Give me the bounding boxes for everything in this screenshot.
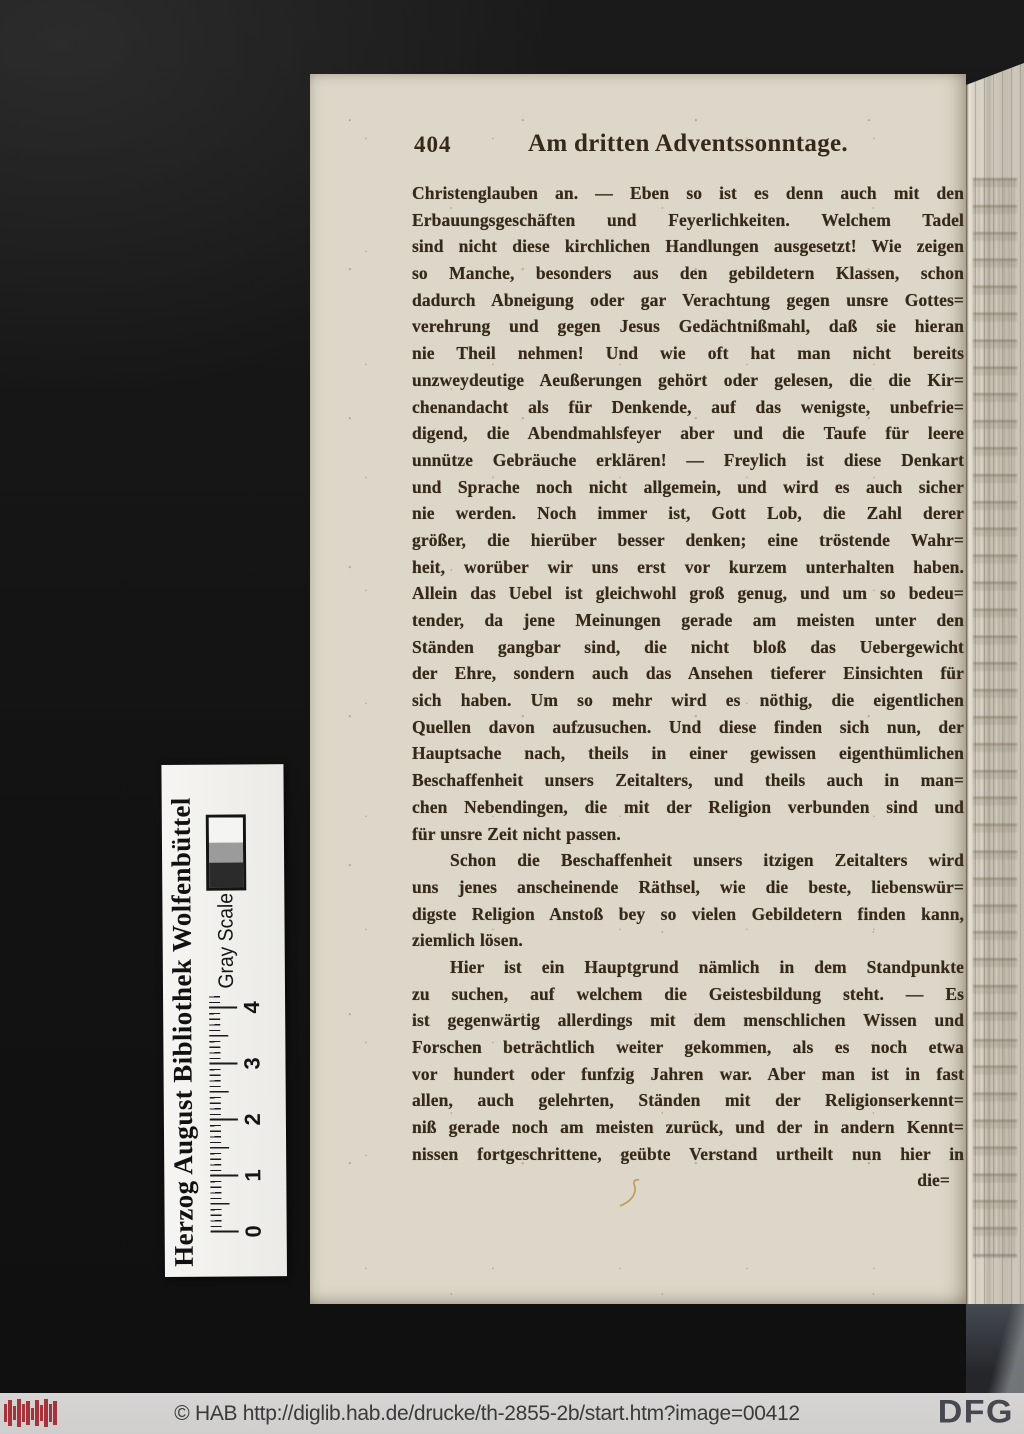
text-line: sind nicht diese kirchlichen Handlungen ausgesetzt! Wie zeigen — [412, 236, 964, 257]
text-line: Forschen beträchtlich weiter gekommen, als es noch etwa — [412, 1037, 964, 1057]
text-line: nissen fortgeschrittene, geübte Verstand urtheilt nun hier in — [412, 1143, 964, 1164]
text-line: sich haben. Um so mehr wird es nöthig, die eigentlichen — [412, 690, 964, 711]
text-line: ist gegenwärtig allerdings mit dem menschlichen Wissen und — [412, 1010, 964, 1031]
text-line: Erbauungsgeschäften und Feyerlichkeiten. Welchem Tadel — [412, 209, 964, 230]
copyright-url-text: © HAB http://diglib.hab.de/drucke/th-2855-2b/start.htm?image=00412 — [174, 1401, 800, 1425]
ruler-number: 2 — [239, 1113, 265, 1126]
text-line: digste Religion Anstoß bey so vielen Gebildetern finden kann, — [412, 903, 964, 924]
text-line: für unsre Zeit nicht passen. — [412, 823, 621, 844]
text-line: größer, die hierüber besser denken; eine tröstende Wahr= — [412, 529, 964, 550]
text-line: dadurch Abneigung oder gar Verachtung gegen unsre Gottes= — [412, 289, 964, 310]
book-page-edges-shadow — [966, 1304, 1024, 1393]
text-line: und Sprache noch nicht allgemein, und wird es auch sicher — [412, 476, 964, 497]
text-line: Christenglauben an. — Eben so ist es denn auch mit den — [412, 183, 964, 203]
text-line: Schon die Beschaffenheit unsers itzigen Zeitalters wird — [450, 850, 964, 871]
book-page-edges — [966, 58, 1024, 1308]
text-line: Ständen gangbar sind, die nicht bloß das Uebergewicht — [412, 636, 964, 657]
text-line: Allein das Uebel ist gleichwohl groß genug, und um so bedeu= — [412, 583, 964, 604]
text-line: verehrung und gegen Jesus Gedächtnißmahl, daß sie hieran — [412, 316, 964, 337]
ruler-number: 4 — [239, 1001, 265, 1014]
text-line: vor hundert oder funfzig Jahren war. Aber man ist in fast — [412, 1063, 964, 1084]
text-line: nie Theil nehmen! Und wie oft hat man nicht bereits — [412, 343, 964, 364]
scanned-page — [310, 74, 966, 1304]
text-line: ziemlich lösen. — [412, 930, 523, 951]
ruler-number: 0 — [240, 1225, 266, 1238]
text-line: chenandacht als für Denkende, auf das wenigste, unbefrie= — [412, 396, 964, 417]
text-line: nie werden. Noch immer ist, Gott Lob, die Zahl derer — [412, 503, 964, 524]
text-line: unnütze Gebräuche erklären! — Freylich ist diese Denkart — [412, 449, 964, 470]
paper-fiber — [616, 1176, 644, 1208]
text-line: zu suchen, auf welchem die Geistesbildung steht. — Es — [412, 983, 964, 1004]
gray-step-dark — [209, 863, 243, 888]
dfg-logo: DFG — [937, 1394, 1014, 1431]
text-line: Hier ist ein Hauptgrund nämlich in dem Standpunkte — [450, 956, 964, 977]
text-line: heit, worüber wir uns erst vor kurzem unterhalten haben. — [412, 556, 964, 577]
text-line: unzweydeutige Aeußerungen gehört oder gelesen, die die Kir= — [412, 369, 964, 390]
gray-step-light — [209, 817, 243, 842]
body-text — [412, 180, 964, 1194]
text-line: Quellen davon aufzusuchen. Und diese finden sich nun, der — [412, 716, 964, 737]
page-header — [412, 130, 964, 162]
ruler-ticks — [209, 994, 239, 1232]
gray-scale-patch — [206, 814, 247, 890]
catchword: die= — [917, 1170, 950, 1191]
gray-step-mid — [209, 842, 243, 863]
text-line: Beschaffenheit unsers Zeitalters, und theils auch in man= — [412, 770, 964, 791]
text-line: digend, die Abendmahlsfeyer aber und die Taufe für leere — [412, 423, 964, 444]
page-number: 404 — [414, 132, 452, 157]
text-line: der Ehre, sondern auch das Ansehen tieferer Einsichten für — [412, 663, 964, 684]
ruler-number: 1 — [240, 1169, 266, 1182]
text-line: allen, auch gelehrten, Ständen mit der Religionserkennt= — [412, 1090, 964, 1111]
text-line: niß gerade noch am meisten zurück, und der in andern Kennt= — [412, 1117, 964, 1138]
library-name: Herzog August Bibliothek Wolfenbüttel — [165, 797, 199, 1267]
text-line: Hauptsache nach, theils in einer gewissen eigenthümlichen — [412, 743, 964, 764]
facing-page-showthrough — [973, 178, 1017, 1258]
grayscale-ruler-card — [161, 764, 287, 1277]
text-line: uns jenes anscheinende Räthsel, wie die beste, liebenswür= — [412, 876, 964, 897]
text-line: chen Nebendingen, die mit der Religion verbunden sind und — [412, 796, 964, 817]
credit-bar — [0, 1393, 1024, 1434]
ruler-number: 3 — [239, 1057, 265, 1070]
hab-logo-mark-icon — [4, 1398, 60, 1428]
text-line: tender, da jene Meinungen gerade am meisten unter den — [412, 610, 964, 630]
running-title: Am dritten Adventssonntage. — [528, 130, 848, 157]
gray-scale-label: Gray Scale — [214, 892, 238, 989]
text-line: so Manche, besonders aus den gebildetern Klassen, schon — [412, 263, 964, 284]
